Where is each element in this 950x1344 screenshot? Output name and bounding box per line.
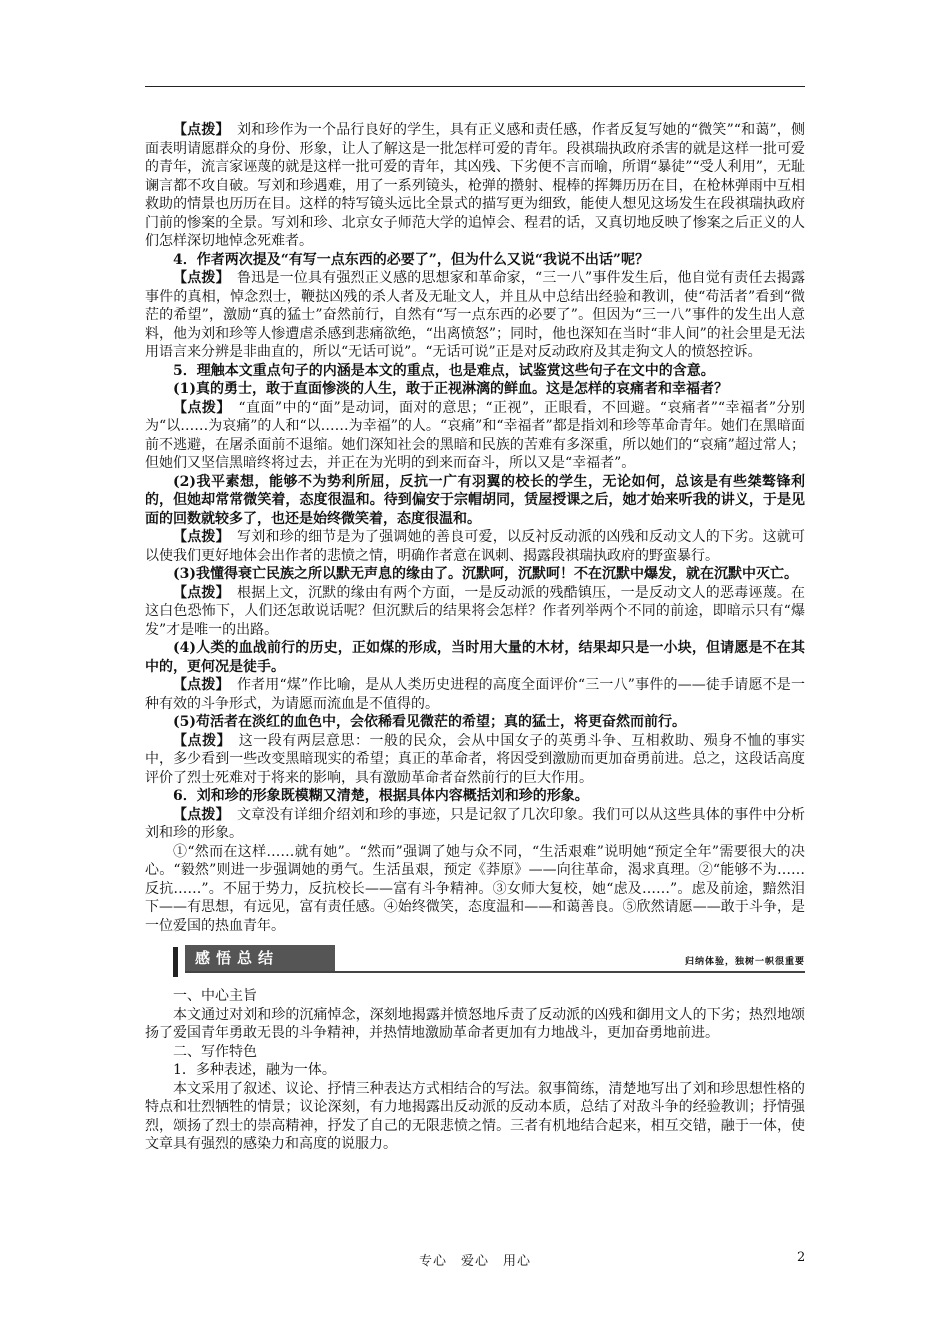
question-text: (4)人类的血战前行的历史，正如煤的形成，当时用大量的木材，结果却只是一小块，但请愿是不在其中的，更何况是徒手。: [145, 640, 805, 675]
question-heading: [145, 987, 805, 1006]
question-text: 5．理触本文重点句子的内涵是本文的重点，也是难点，试鉴赏这些句子在文中的含意。: [173, 362, 715, 379]
question-text: 4．作者两次提及“有写一点东西的必要了”，但为什么又说“我说不出话”呢？: [173, 251, 649, 268]
paragraph-text: 文章没有详细介绍刘和珍的事迹，只是记叙了几次印象。我们可以从这些具体的事件中分析刘和珍的形象。: [145, 806, 806, 841]
paragraph-text: 写刘和珍的细节是为了强调她的善良可爱，以反衬反动派的凶残和反动文人的下劣。这就可以使我们更好地体会出作者的悲愤之情，明确作者意在讽刺、揭露段祺瑞执政府的野蛮暴行。: [145, 529, 806, 564]
banner-title: 感悟总结: [185, 945, 335, 971]
body-paragraph: [145, 399, 805, 473]
question-heading: [145, 473, 805, 529]
paragraph-text: 本文采用了叙述、议论、抒情三种表达方式相结合的写法。叙事简练，清楚地写出了刘和珍思想性格的特点和壮烈牺牲的情景；议论深刻，有力地揭露出反动派的反动本质，总结了对敌斗争的经验教训；抒情强烈，颂扬了烈士的崇高精神，抒发了自己的无限悲愤之情。三者有机地结合起来，相互交错，融于一体，使文章具有强烈的感染力和高度的说服力。: [145, 1080, 805, 1152]
dianbo-tag: 【点拨】: [173, 270, 223, 286]
summary-banner: [173, 945, 805, 979]
body-paragraph: [145, 121, 805, 251]
dianbo-tag: 【点拨】: [173, 806, 223, 823]
body-paragraph: [145, 584, 805, 640]
paragraph-text: 鲁迅是一位具有强烈正义感的思想家和革命家，“三一八”事件发生后，他自觉有责任去揭露事件的真相，悼念烈士，鞭挞凶残的杀人者及无耻文人，并且从中总结出经验和教训，使“苟活者”看到“微茫的希望”，激励“真的猛士”奋然前行，自然有“写一点东西的必要了”。但因为“三一八”事件的发生出人意料，他为刘和珍等人惨遭虐杀感到悲痛欲绝，“出离愤怒”；同时，他也深知在当时“非人间”的社会里是无法用语言来分辨是非曲直的，所以“无话可说”。“无话可说”正是对反动政府及其走狗文人的愤怒控诉。: [145, 270, 806, 360]
paragraph-text: 1．多种表述，融为一体。: [173, 1062, 336, 1078]
question-text: 6．刘和珍的形象既模糊又清楚，根据具体内容概括刘和珍的形象。: [173, 788, 589, 804]
paragraph-text: 刘和珍作为一个品行良好的学生，具有正义感和责任感，作者反复写她的“微笑”“和蔼”，侧面表明请愿群众的身份、形象，让人了解这是一批怎样可爱的青年。段祺瑞执政府杀害的就是这样一批可爱的青年，流言家诬蔑的就是这样一批可爱的青年，其凶残、下劣便不言而喻，所谓“暴徒”“受人利用”，无耻谰言都不攻自破。写刘和珍遇难，用了一系列镜头，枪弹的攒射、棍棒的挥舞历历在目，在枪林弹雨中互相救助的情景也历历在目。这样的特写镜头远比全景式的描写更为细致，能使人想见这场发生在段祺瑞执政府门前的惨案的全景。写刘和珍、北京女子师范大学的追悼会、程君的话，又真切地反映了惨案之后正义的人们怎样深切地悼念死难者。: [145, 122, 805, 249]
question-text: 二、写作特色: [173, 1043, 257, 1060]
question-heading: [145, 251, 805, 270]
dianbo-tag: 【点拨】: [173, 732, 225, 749]
question-text: (3)我懂得衰亡民族之所以默无声息的缘由了。沉默呵，沉默呵！不在沉默中爆发，就在沉默中灭亡。: [173, 566, 798, 582]
dianbo-tag: 【点拨】: [173, 584, 223, 601]
banner-subtitle: 归纳体验，独树一帜很重要: [684, 957, 805, 967]
body-paragraph: [145, 806, 805, 843]
body-paragraph: [145, 732, 805, 788]
paragraph-text: 本文通过对刘和珍的沉痛悼念，深刻地揭露并愤怒地斥责了反动派的凶残和御用文人的下劣；热烈地颂扬了爱国青年勇敢无畏的斗争精神，并热情地激励革命者更加有力地战斗，更加奋勇地前进。: [145, 1006, 805, 1041]
question-heading: [145, 787, 805, 806]
banner-bar: [173, 947, 178, 977]
page-number: 2: [797, 1250, 806, 1265]
question-text: (1)真的勇士，敢于直面惨淡的人生，敢于正视淋漓的鲜血。这是怎样的哀痛者和幸福者？: [173, 381, 728, 397]
paragraph-text: 根据上文，沉默的缘由有两个方面，一是反动派的残酷镇压，一是反动文人的恶毒诬蔑。在这白色恐怖下，人们还怎敢说话呢？但沉默后的结果将会怎样？作者列举两个不同的前途，即暗示只有“爆发”才是唯一的出路。: [145, 584, 806, 638]
body-paragraph: [145, 528, 805, 565]
analysis-section: [145, 121, 805, 935]
question-heading: [145, 565, 805, 584]
question-text: (2)我平素想，能够不为势利所屈，反抗一广有羽翼的校长的学生，无论如何，总该是有些桀骜锋利的，但她却常常微笑着，态度很温和。待到偏安于宗帽胡同，赁屋授课之后，她才始来听我的讲义，于是见面的回数就较多了，也还是始终微笑着，态度很温和。: [145, 473, 805, 527]
dianbo-tag: 【点拨】: [173, 529, 223, 545]
body-paragraph: [145, 1006, 805, 1043]
question-heading: [145, 713, 805, 732]
paragraph-text: “直面”中的“面”是动词，面对的意思；“正视”，正眼看，不回避。“哀痛者”“幸福者”分别为“以……为哀痛”的人和“以……为幸福”的人。“哀痛”和“幸福者”都是指刘和珍等革命青年。她们在黑暗面前不逃避，在屠杀面前不退缩。她们深知社会的黑暗和民族的苦难有多深重，所以她们的“哀痛”超过常人；但她们又坚信黑暗终将过去，并正在为光明的到来而奋斗，所以又是“幸福者”。: [145, 399, 806, 471]
body-paragraph: [145, 1061, 805, 1080]
summary-section: [145, 987, 805, 1154]
dianbo-tag: 【点拨】: [173, 399, 224, 416]
footer-motto: 专心 爱心 用心: [418, 1254, 531, 1269]
header-rule: [145, 86, 805, 87]
body-paragraph: [145, 843, 805, 936]
body-paragraph: [145, 676, 805, 713]
page-body: [145, 121, 805, 1154]
body-paragraph: [145, 1080, 805, 1154]
question-heading: [145, 362, 805, 381]
dianbo-tag: 【点拨】: [173, 677, 223, 693]
paragraph-text: ①“然而在这样……就有她”。“然而”强调了她与众不同，“生活艰难”说明她“预定全年”需要很大的决心。“毅然”则进一步强调她的勇气。生活虽艰，预定《莽原》——向往革命，渴求真理。②“能够不为……反抗……”。不屈于势力，反抗校长——富有斗争精神。③女师大复校，她“虑及……”。虑及前途，黯然泪下——有思想，有远见，富有责任感。④始终微笑，态度温和——和蔼善良。⑤欣然请愿——敢于斗争，是一位爱国的热血青年。: [145, 843, 805, 934]
dianbo-tag: 【点拨】: [173, 122, 223, 138]
body-paragraph: [145, 269, 805, 362]
question-heading: [145, 1043, 805, 1062]
question-text: 一、中心主旨: [173, 988, 257, 1004]
question-heading: [145, 380, 805, 399]
paragraph-text: 这一段有两层意思：一般的民众，会从中国女子的英勇斗争、互相救助、殒身不恤的事实中，多少看到一些改变黑暗现实的希望；真正的革命者，将因受到激励而更加奋勇前进。总之，这段话高度评价了烈士死难对于将来的影响，具有激励革命者奋然前行的巨大作用。: [145, 732, 806, 786]
question-heading: [145, 639, 805, 676]
paragraph-text: 作者用“煤”作比喻，是从人类历史进程的高度全面评价“三一八”事件的——徒手请愿不是一种有效的斗争形式，为请愿而流血是不值得的。: [145, 677, 805, 712]
question-text: (5)苟活者在淡红的血色中，会依稀看见微茫的希望；真的猛士，将更奋然而前行。: [173, 714, 686, 730]
